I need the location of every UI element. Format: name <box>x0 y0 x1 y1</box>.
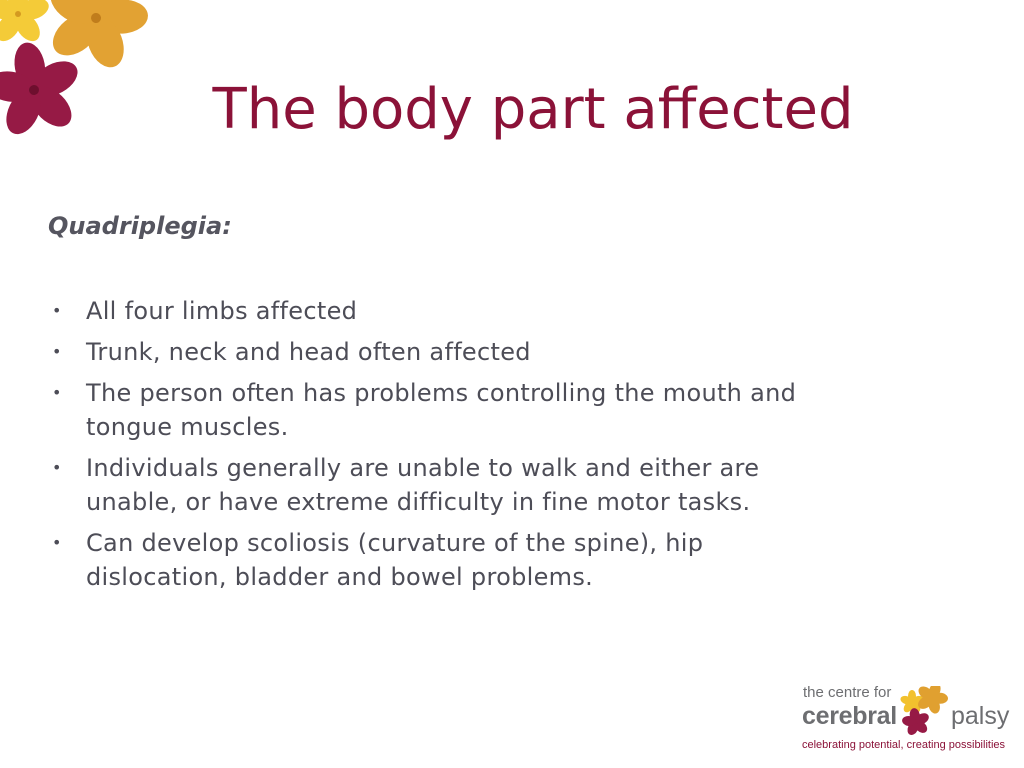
logo-word-palsy: palsy <box>951 702 1010 730</box>
bullet-text: The person often has problems controlling the mouth and tongue muscles. <box>86 379 797 441</box>
bullet-dot: • <box>52 301 62 320</box>
bullet-list <box>48 294 848 601</box>
bullet-dot: • <box>52 533 62 552</box>
logo-word-cerebral: cerebral <box>802 702 897 730</box>
list-item <box>48 294 848 328</box>
organization-logo <box>802 684 1012 756</box>
bullet-text: Trunk, neck and head often affected <box>86 338 531 366</box>
logo-tagline: celebrating potential, creating possibilities <box>802 739 1006 751</box>
bullet-dot: • <box>52 383 62 402</box>
list-item <box>48 451 848 519</box>
bullet-dot: • <box>52 458 62 477</box>
bullet-text: Individuals generally are unable to walk and either are unable, or have extreme difficulty in fine motor tasks. <box>86 454 760 516</box>
section-subheading: Quadriplegia: <box>48 212 232 240</box>
slide-title: The body part affected <box>212 77 854 142</box>
list-item <box>48 376 848 444</box>
logo-line1: the centre for <box>803 684 892 701</box>
bullet-text: Can develop scoliosis (curvature of the spine), hip dislocation, bladder and bowel problems. <box>86 529 704 591</box>
bullet-text: All four limbs affected <box>86 297 358 325</box>
list-item <box>48 526 848 594</box>
bullet-dot: • <box>52 342 62 361</box>
list-item <box>48 335 848 369</box>
flower-logo-icon <box>898 686 952 738</box>
